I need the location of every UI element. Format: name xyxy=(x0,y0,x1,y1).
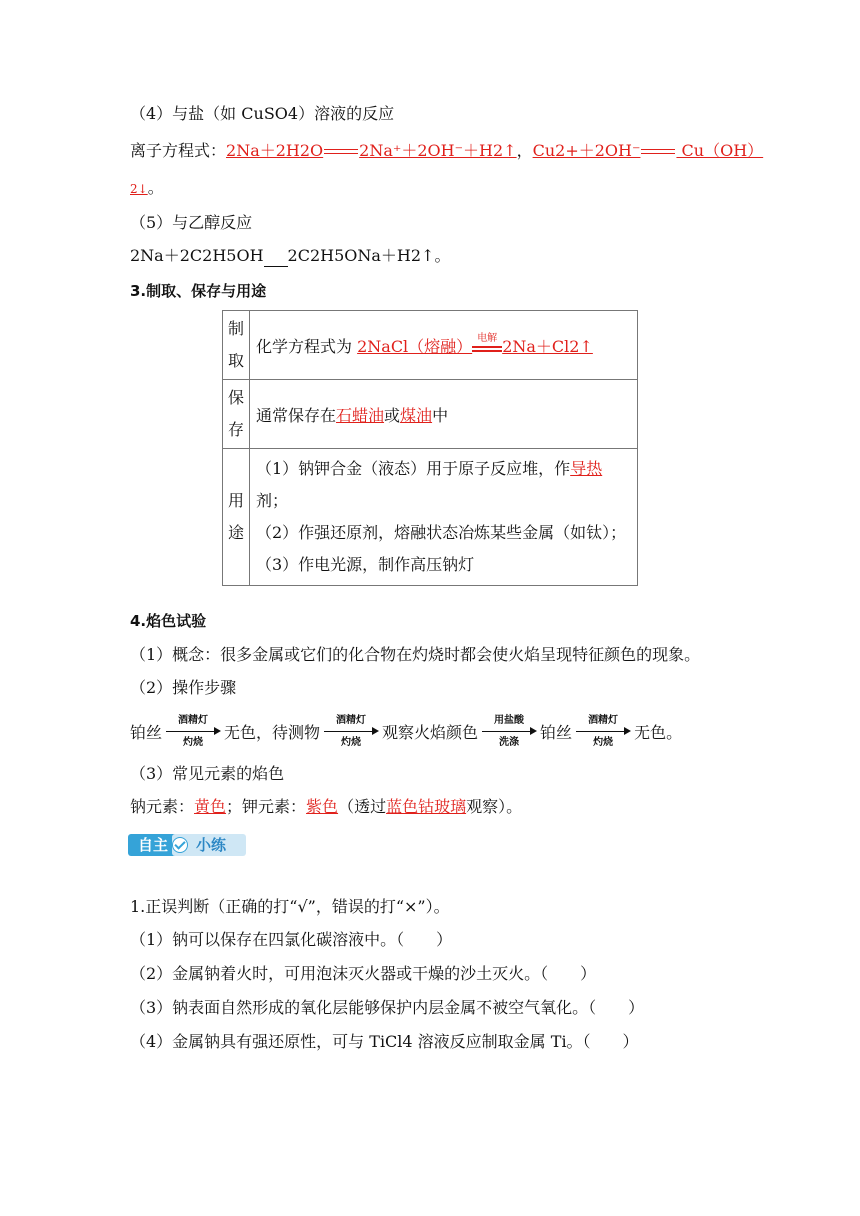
arrow-bottom-label: 灼烧 xyxy=(341,736,362,748)
arrow-top-label: 用盐酸 xyxy=(494,714,525,726)
reaction2-left: Cu2+＋2OH⁻ xyxy=(532,141,641,160)
step-word: 铂丝 xyxy=(130,723,163,742)
comma: ， xyxy=(516,141,533,160)
s4-title: （4）与盐（如 CuSO4）溶液的反应 xyxy=(130,104,395,123)
na-color-answer: 黄色 xyxy=(194,797,227,816)
badge-right-text: 小练 xyxy=(196,836,227,854)
store-post: 中 xyxy=(432,405,449,425)
reaction2-right: Cu（OH） xyxy=(676,141,764,160)
arrow-top-label: 酒精灯 xyxy=(588,714,619,726)
steps-title: （2）操作步骤 xyxy=(130,678,237,697)
section4-heading: 4.焰色试验 xyxy=(130,612,207,630)
equals-sign xyxy=(324,147,358,157)
table-row xyxy=(223,380,638,449)
practice-intro: 1.正误判断（正确的打“√”，错误的打“×”）。 xyxy=(130,897,450,916)
store-or: 或 xyxy=(384,405,401,425)
ionic-label: 离子方程式： xyxy=(130,141,227,160)
arrow-icon xyxy=(480,715,538,753)
prep-storage-use-table xyxy=(222,310,638,586)
arrow-top-label: 酒精灯 xyxy=(178,714,209,726)
prep-cell xyxy=(250,311,638,380)
na-label: 钠元素： xyxy=(130,797,195,816)
badge-left-text: 自主 xyxy=(128,834,178,856)
store-pre: 通常保存在 xyxy=(256,405,337,425)
k-note-pre: （透过 xyxy=(338,797,387,816)
arrow-icon xyxy=(322,715,380,753)
k-label: ；钾元素： xyxy=(226,797,307,816)
flame-concept: （1）概念：很多金属或它们的化合物在灼烧时都会使火焰呈现特征颜色的现象。 xyxy=(130,645,701,664)
step-word: 铂丝 xyxy=(540,723,573,742)
use-cell xyxy=(250,449,638,586)
k-note-answer: 蓝色钴玻璃 xyxy=(386,797,467,816)
use-item-2: （2）作强还原剂，熔融状态冶炼某些金属（如钛）； xyxy=(256,523,627,542)
common-colors-title: （3）常见元素的焰色 xyxy=(130,764,285,783)
flame-test-steps xyxy=(130,712,682,754)
k-note-post: 观察）。 xyxy=(466,797,523,816)
s5-eq-left: 2Na＋2C2H5OH xyxy=(130,246,264,265)
practice-item: （4）金属钠具有强还原性，可与 TiCl4 溶液反应制取金属 Ti。（ ） xyxy=(130,1032,639,1051)
step-word: 无色。 xyxy=(634,723,683,742)
row-header-store: 保存 xyxy=(223,380,250,449)
reaction2-tail: 2↓ xyxy=(130,182,148,196)
use1-answer: 导热 xyxy=(570,459,603,478)
flame-colors xyxy=(130,796,522,818)
arrow-top-label: 酒精灯 xyxy=(336,714,367,726)
period: 。 xyxy=(147,178,164,197)
practice-item: （3）钠表面自然形成的氧化层能够保护内层金属不被空气氧化。（ ） xyxy=(130,998,645,1017)
k-color-answer: 紫色 xyxy=(306,797,339,816)
arrow-icon xyxy=(164,715,222,753)
store-answer-b: 煤油 xyxy=(400,405,433,425)
section3-heading: 3.制取、保存与用途 xyxy=(130,282,267,300)
s4-ionic-equation xyxy=(130,140,763,162)
equals-sign xyxy=(641,147,675,157)
table-row xyxy=(223,311,638,380)
use-item-3: （3）作电光源，制作高压钠灯 xyxy=(256,555,475,574)
step-word: 无色，待测物 xyxy=(224,723,321,742)
s5-eq-right: 2C2H5ONa＋H2↑。 xyxy=(287,246,451,265)
row-header-prep: 制取 xyxy=(223,311,250,380)
store-answer-a: 石蜡油 xyxy=(336,405,385,425)
practice-item: （2）金属钠着火时，可用泡沫灭火器或干燥的沙土灭火。（ ） xyxy=(130,964,597,983)
electrolysis-equals xyxy=(472,333,502,357)
prep-left: 2NaCl（熔融） xyxy=(357,337,473,356)
reaction1-left: 2Na＋2H2O xyxy=(226,141,324,160)
table-row xyxy=(223,449,638,586)
s5-title: （5）与乙醇反应 xyxy=(130,213,253,232)
arrow-icon xyxy=(574,715,632,753)
arrow-bottom-label: 灼烧 xyxy=(183,736,204,748)
s4-continuation xyxy=(130,177,164,200)
use1-pre: （1）钠钾合金（液态）用于原子反应堆，作 xyxy=(256,459,571,478)
answer-blank xyxy=(264,252,288,267)
step-word: 观察火焰颜色 xyxy=(382,723,479,742)
arrow-bottom-label: 洗涤 xyxy=(499,736,520,748)
self-practice-badge xyxy=(128,832,246,860)
s5-equation xyxy=(130,245,450,267)
practice-item: （1）钠可以保存在四氯化碳溶液中。（ ） xyxy=(130,930,453,949)
row-header-use: 用途 xyxy=(223,449,250,586)
use1-post: 剂； xyxy=(256,491,289,510)
use-item-1 xyxy=(256,453,631,517)
store-cell xyxy=(250,380,638,449)
condition-label: 电解 xyxy=(477,333,498,344)
check-icon xyxy=(172,837,188,853)
prep-label: 化学方程式为 xyxy=(256,337,358,356)
reaction1-right: 2Na⁺＋2OH⁻＋H2↑ xyxy=(359,141,517,160)
arrow-bottom-label: 灼烧 xyxy=(593,736,614,748)
prep-right: 2Na＋Cl2↑ xyxy=(502,337,593,356)
